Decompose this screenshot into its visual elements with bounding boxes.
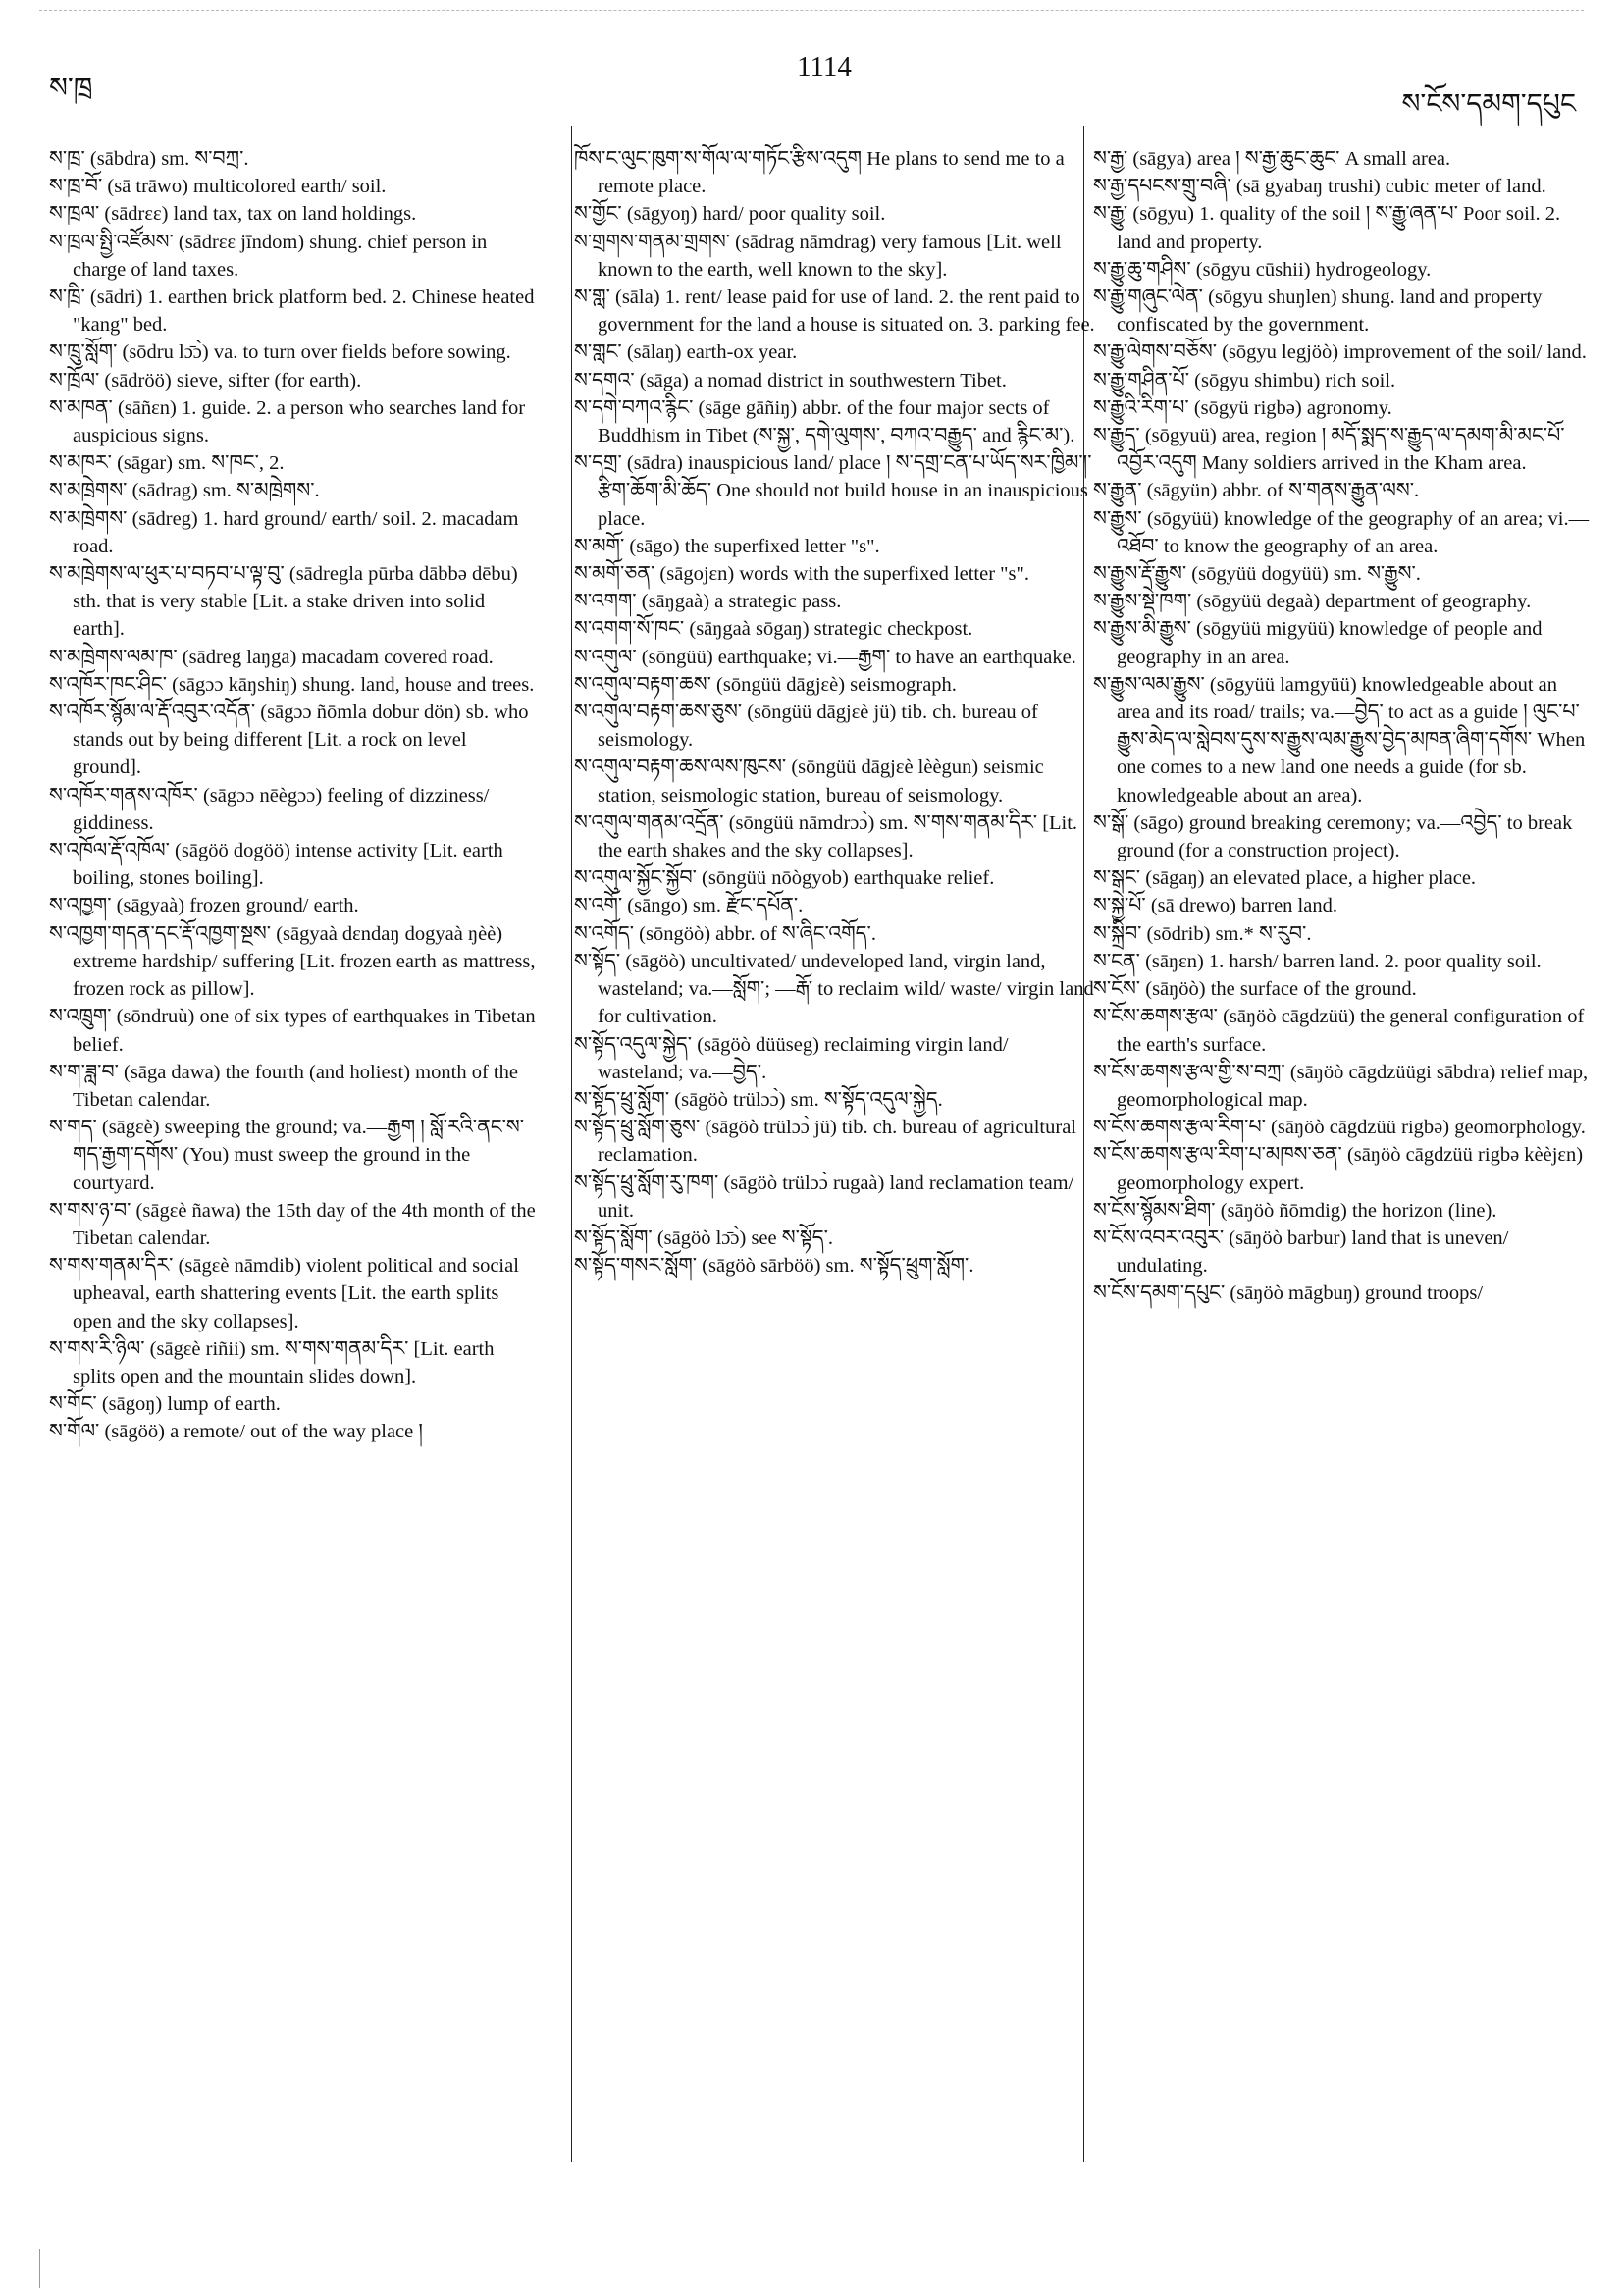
dictionary-entry: ས་གོང་ (sāgoŋ) lump of earth. [49,1393,281,1416]
dictionary-entry: ས་རྒྱུ་ཆུ་གཤིས་ (sōgyu cūshii) hydrogeology. [1093,258,1432,281]
dictionary-entry: ས་གས་གནམ་དིར་ (sāgεè nāmdib) violent political and social upheaval, earth shattering events [Lit. the earth splits open and the sky collapses]. [49,1255,519,1332]
dictionary-entry: ས་སྟོད་འདུལ་སྐྱེད་ (sāgöò düüseg) reclaiming virgin land/ wasteland; va.—བྱེད་. [574,1033,1009,1083]
dictionary-entry: ས་ངན་ (sāŋεn) 1. harsh/ barren land. 2. poor quality soil. [1093,950,1542,972]
dictionary-entry: ས་གོལ་ (sāgöö) a remote/ out of the way place ། [49,1421,423,1443]
dictionary-entry: ས་འཁོར་སྙོམ་ལ་རྡོ་འབུར་འདོན་ (sāgɔɔ ñōmla dobur dön) sb. who stands out by being different [Lit. a rock on level ground]. [49,702,529,779]
dictionary-entry: ས་སྐྲིབ་ (sōdrib) sm.* ས་རུབ་. [1093,922,1312,945]
dictionary-entry: ས་ཁྲལ་ (sādrεε) land tax, tax on land holdings. [49,203,417,226]
dictionary-entry: ས་སྟོད་ཕྲུ་སློག་ཅུས་ (sāgöò trülɔɔ̀ jü) tib. ch. bureau of agricultural reclamation. [574,1117,1076,1167]
dictionary-entry: ས་མཁར་ (sāgar) sm. ས་ཁང་, 2. [49,452,285,475]
dictionary-columns [49,145,1590,2265]
dictionary-entry: ས་འགུལ་ (sōngüü) earthquake; vi.—རྒྱག་ to have an earthquake. [574,646,1076,668]
dictionary-entry: ས་མཁྲེགས་ (sādrag) sm. ས་མཁྲེགས་. [49,480,320,502]
dictionary-entry: ས་གླང་ (sālaŋ) earth-ox year. [574,341,798,364]
dictionary-entry: ས་ཁྲི་ (sādri) 1. earthen brick platform bed. 2. Chinese heated "kang" bed. [49,287,535,337]
page-number: 1114 [797,51,852,82]
dictionary-entry: ས་ངོས་སྙོམས་ཐིག་ (sāŋöò ñōmdig) the horizon (line). [1093,1199,1497,1222]
dictionary-entry: ས་སྟོད་ཕྲུ་སློག་རུ་ཁག་ (sāgöò trülɔɔ̀ rugaà) land reclamation team/ unit. [574,1172,1074,1222]
dictionary-entry: ས་ངོས་ཆགས་རྩལ་རིག་པ་ (sāŋöò cāgdzüü rigbə) geomorphology. [1093,1117,1586,1139]
dictionary-entry: ས་མགོ་ཅན་ (sāgojεn) words with the superfixed letter "s". [574,563,1030,586]
page-edge-mark [39,2249,52,2288]
dictionary-entry: ས་རྒྱ་དཔངས་གྲུ་བཞི་ (sā gyabaŋ trushi) cubic meter of land. [1093,176,1546,198]
dictionary-entry: ས་འགག་ (sāŋgaà) a strategic pass. [574,591,842,613]
dictionary-entry: ས་ངོས་འབར་འབུར་ (sāŋöò barbur) land that is uneven/ undulating. [1093,1226,1509,1278]
dictionary-entry: ས་ངོས་ (sāŋöò) the surface of the ground. [1093,978,1417,1001]
dictionary-entry: ས་འགོད་ (sōngöò) abbr. of ས་ཞིང་འགོད་. [574,922,876,945]
page-top-rule [39,10,1584,11]
dictionary-entry: ས་འགུལ་བརྟག་ཆས་ཅུས་ (sōngüü dāgjεè jü) tib. ch. bureau of seismology. [574,702,1038,752]
dictionary-entry: ས་དགེ་བཀའ་རྙིང་ (sāge gāñiŋ) abbr. of the four major sects of Buddhism in Tibet (ས་སྐྱ་, དགེ་ལུགས་, བཀའ་བརྒྱུད་ and རྙིང་མ་). [574,396,1075,447]
dictionary-entry: ས་རྒྱུ་གཤིན་པོ་ (sōgyu shimbu) rich soil. [1093,369,1396,391]
dictionary-entry: ས་ག་ཟླ་བ་ (sāga dawa) the fourth (and holiest) month of the Tibetan calendar. [49,1061,518,1111]
dictionary-entry: ས་ངོས་ཆགས་རྩལ་ (sāŋöò cāgdzüü) the general configuration of the earth's surface. [1093,1006,1585,1056]
dictionary-entry: ས་འགོ་ (sāngo) sm. རྫོང་དཔོན་. [574,895,804,917]
dictionary-entry: ས་སྐྱེ་པོ་ (sā drewo) barren land. [1093,895,1337,917]
dictionary-entry: ས་འཁྱག་གདན་དང་རྡོ་འཁྱག་སྔས་ (sāgyaà dεndaŋ dogyaà ŋèè) extreme hardship/ suffering [Lit. frozen earth as mattress, frozen rock as pillow]. [49,922,536,1001]
dictionary-entry: ས་ཁྲལ་སྤྱི་འཛོམས་ (sādrεε jīndom) shung. chief person in charge of land taxes. [49,231,488,281]
dictionary-entry: ས་སྒང་ (sāgaŋ) an elevated place, a higher place. [1093,867,1477,890]
dictionary-entry: ས་རྒྱུའི་རིག་པ་ (sōgyü rigbə) agronomy. [1093,396,1392,419]
dictionary-entry: ས་འགག་སོ་ཁང་ (sāŋgaà sōgaŋ) strategic checkpost. [574,618,973,641]
dictionary-entry: ས་མཁྲེགས་ལམ་ཁ་ (sādreg laŋga) macadam covered road. [49,646,494,668]
dictionary-entry: ས་རྒྱ་ (sāgya) area ། ས་རྒྱ་ཆུང་ཆུང་ A small area. [1093,148,1451,170]
dictionary-entry: ས་འཁྲུག་ (sōndruù) one of six types of earthquakes in Tibetan belief. [49,1006,536,1056]
dictionary-entry: ས་གད་ (sāgεè) sweeping the ground; va.—རྒྱག ། སློ་རའི་ནང་ས་གད་རྒྱག་དགོས་ (You) must sweep the ground in the courtyard. [49,1117,525,1194]
dictionary-entry: ས་འཁྱག་ (sāgyaà) frozen ground/ earth. [49,895,359,917]
dictionary-entry: ས་ཁྲུ་སློག་ (sōdru lɔ̄ɔ̀) va. to turn over fields before sowing. [49,341,511,364]
dictionary-entry: ས་འཁོལ་རྡོ་འཁོལ་ (sāgöö dogöö) intense activity [Lit. earth boiling, stones boiling]. [49,840,503,890]
column-1 [49,145,540,1446]
dictionary-entry: ས་རྒྱུས་ (sōgyüü) knowledge of the geography of an area; vi.—འཐོབ་ to know the geography of an area. [1093,507,1590,557]
dictionary-entry: ས་རྒྱུས་ལམ་རྒྱུས་ (sōgyüü lamgyüü) knowledgeable about an area and its road/ trails; va.—བྱེད་ to act as a guide ། ལུང་པ་རྒྱུས་མེད་ལ་སླེབས་དུས་ས་རྒྱུས་ལམ་རྒྱུས་བྱེད་མཁན་ཞིག་དགོས་ When one comes to a new land one needs a guide (for sb. knowledgeable about an area). [1093,673,1586,807]
dictionary-entry: ས་སྟོད་གསར་སློག་ (sāgöò sārböö) sm. ས་སྟོད་ཕྲུག་སློག་. [574,1255,974,1278]
dictionary-entry: ས་རྒྱུ་ (sōgyu) 1. quality of the soil ། ས་རྒྱུ་ཞན་པ་ Poor soil. 2. land and property. [1093,203,1561,253]
dictionary-entry: ས་རྒྱུད་ (sōgyuü) area, region ། མདོ་སྨད་ས་རྒྱུད་ལ་དམག་མི་མང་པོ་འབྱོར་འདུག Many soldiers arrived in the Kham area. [1093,425,1565,475]
dictionary-entry: ས་ཁྲ་བོ་ (sā trāwo) multicolored earth/ soil. [49,176,387,198]
dictionary-entry: ས་འཁོར་གནས་འཁོར་ (sāgɔɔ nēègɔɔ) feeling of dizziness/ giddiness. [49,784,490,834]
dictionary-entry: ས་གས་ཉ་བ་ (sāgεè ñawa) the 15th day of the 4th month of the Tibetan calendar. [49,1199,536,1249]
dictionary-entry: ས་མཁྲེགས་ལ་ཕུར་པ་བཏབ་པ་ལྟ་བུ་ (sādregla pūrba dābbə dēbu) sth. that is very stable [Lit. a stake driven into solid earth]. [49,563,518,641]
dictionary-entry: ས་དགྲ་ (sādra) inauspicious land/ place ། ས་དགྲ་ངན་པ་ཡོད་སར་ཁྱིམ་།་རྩིག་ཆོག་མི་ཆོད་ One should not build house in an inauspicious place. [574,452,1092,530]
dictionary-entry: ས་ངོས་ཆགས་རྩལ་རིག་པ་མཁས་ཅན་ (sāŋöò cāgdzüü rigbə kèèjεn) geomorphology expert. [1093,1144,1584,1194]
dictionary-entry: ས་གྲགས་གནམ་གྲགས་ (sādrag nāmdrag) very famous [Lit. well known to the earth, well known to the sky]. [574,231,1062,281]
dictionary-entry: ས་འཁོར་ཁང་ཤིང་ (sāgɔɔ kāŋshiŋ) shung. land, house and trees. [49,673,535,696]
dictionary-entry: ས་འགུལ་བརྟག་ཆས་ལས་ཁུངས་ (sōngüü dāgjεè lèègun) seismic station, seismologic station, bureau of seismology. [574,757,1044,807]
dictionary-entry: ས་རྒྱུས་སྡེ་ཁག་ (sōgyüü degaà) department of geography. [1093,591,1532,613]
dictionary-entry: ས་རྒྱུ་གཞུང་ལེན་ (sōgyu shuŋlen) shung. land and property confiscated by the government. [1093,287,1543,337]
dictionary-entry: ས་མཁན་ (sāñεn) 1. guide. 2. a person who searches land for auspicious signs. [49,396,526,447]
running-head-right: ས་ངོས་དམག་དཔུང [1401,89,1576,120]
dictionary-entry: ས་འགུལ་གནམ་འདྲོན་ (sōngüü nāmdrɔɔ̀) sm. ས་གས་གནམ་དིར་ [Lit. the earth shakes and the sky collapses]. [574,811,1078,862]
dictionary-entry: ས་སྟོད་ (sāgöò) uncultivated/ undeveloped land, virgin land, wasteland; va.—སློག་; —རྒོ་ to reclaim wild/ waste/ virgin land for cultivation. [574,950,1094,1028]
dictionary-entry: ས་གླ་ (sāla) 1. rent/ lease paid for use of land. 2. the rent paid to government for the land a house is situated on. 3. parking fee. [574,287,1095,337]
dictionary-entry: ས་རྒྱུན་ (sāgyün) abbr. of ས་གནས་རྒྱུན་ལས་. [1093,480,1420,502]
dictionary-entry: ཁོས་ང་ལུང་ཁུག་ས་གོལ་ལ་གཏོང་རྩིས་འདུག He plans to send me to a remote place. [574,148,1065,198]
dictionary-entry: ས་སྟོད་ཕྲུ་སློག་ (sāgöò trülɔɔ̀) sm. ས་སྟོད་འདུལ་སྐྱེད. [574,1088,943,1111]
dictionary-entry: ས་རྒྱུ་ལེགས་བཅོས་ (sōgyu legjöò) improvement of the soil/ land. [1093,341,1587,364]
dictionary-entry: ས་ཁྲོལ་ (sādröö) sieve, sifter (for earth). [49,369,362,391]
dictionary-entry: ས་འགུལ་བརྟག་ཆས་ (sōngüü dāgjεè) seismograph. [574,673,957,696]
dictionary-entry: ས་མགོ་ (sāgo) the superfixed letter "s". [574,535,880,557]
column-2 [574,145,1097,1279]
dictionary-entry: ས་རྒྱུས་རྡོ་རྒྱུས་ (sōgyüü dogyüü) sm. ས་རྒྱུས་. [1093,563,1421,586]
dictionary-entry: ས་འགུལ་སྐྱོང་སྐྱོབ་ (sōngüü nōògyob) earthquake relief. [574,867,995,890]
dictionary-entry: ས་ཁྲ་ (sābdra) sm. ས་བཀྲ་. [49,148,249,170]
dictionary-entry: ས་སྒོ་ (sāgo) ground breaking ceremony; va.—འབྱེད་ to break ground (for a construction project). [1093,811,1573,862]
dictionary-entry: ས་དགའ་ (sāga) a nomad district in southwestern Tibet. [574,369,1007,391]
column-3 [1093,145,1594,1308]
dictionary-entry: ས་རྒྱུས་མི་རྒྱུས་ (sōgyüü migyüü) knowledge of people and geography in an area. [1093,618,1543,668]
dictionary-entry: ས་གས་རི་ཉིལ་ (sāgεè riñii) sm. ས་གས་གནམ་དིར་ [Lit. earth splits open and the mountain slides down]. [49,1337,495,1387]
dictionary-entry: ས་ངོས་ཆགས་རྩལ་གྱི་ས་བཀྲ་ (sāŋöò cāgdzüügi sābdra) relief map, geomorphological map. [1093,1061,1589,1111]
running-head-left: ས་ཁྲ [49,74,93,104]
dictionary-entry: ས་གྱོང་ (sāgyoŋ) hard/ poor quality soil. [574,203,886,226]
dictionary-entry: ས་སྟོད་སློག་ (sāgöò lɔ̄ɔ̀) see ས་སྟོད་. [574,1226,834,1249]
dictionary-entry: ས་མཁྲེགས་ (sādreg) 1. hard ground/ earth/ soil. 2. macadam road. [49,507,519,557]
dictionary-entry: ས་ངོས་དམག་དཔུང་ (sāŋöò māgbuŋ) ground troops/ [1093,1282,1484,1305]
